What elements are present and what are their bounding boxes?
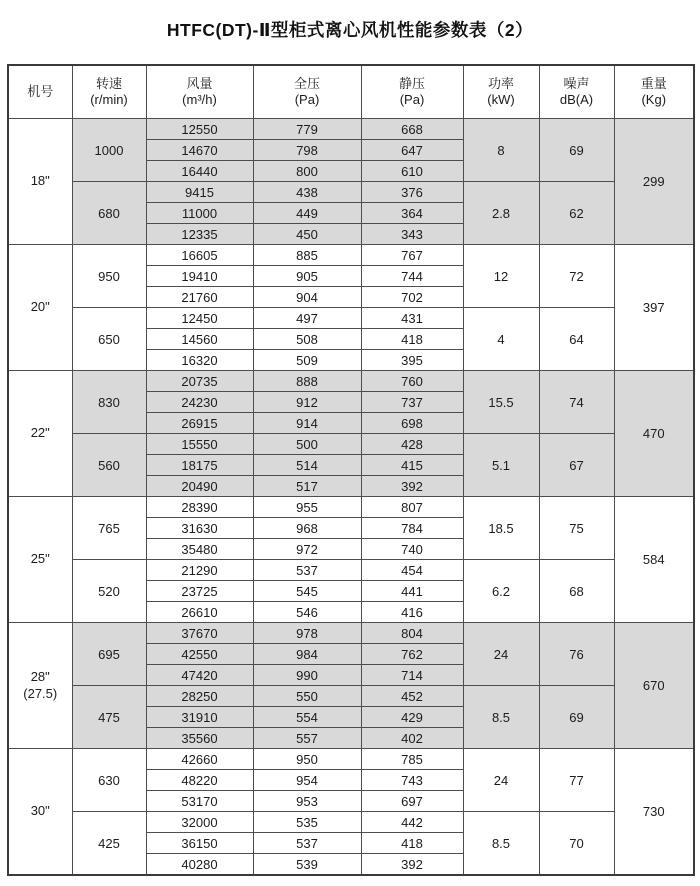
cell-total-pressure: 885: [253, 245, 361, 266]
cell-airflow: 15550: [146, 434, 253, 455]
header-power-label: 功率: [487, 75, 514, 91]
cell-airflow: 53170: [146, 791, 253, 812]
cell-noise: 69: [539, 119, 614, 182]
cell-total-pressure: 450: [253, 224, 361, 245]
table-row: [8, 119, 694, 140]
cell-power: 8: [463, 119, 539, 182]
cell-weight: 299: [614, 119, 694, 245]
cell-airflow: 20735: [146, 371, 253, 392]
cell-static-pressure: 760: [361, 371, 463, 392]
cell-airflow: 31910: [146, 707, 253, 728]
cell-static-pressure: 454: [361, 560, 463, 581]
cell-airflow: 21760: [146, 287, 253, 308]
cell-noise: 70: [539, 812, 614, 876]
cell-noise: 76: [539, 623, 614, 686]
cell-total-pressure: 545: [253, 581, 361, 602]
header-static-pressure-unit: (Pa): [399, 92, 425, 107]
cell-total-pressure: 798: [253, 140, 361, 161]
cell-power: 24: [463, 749, 539, 812]
cell-static-pressure: 395: [361, 350, 463, 371]
cell-static-pressure: 392: [361, 476, 463, 497]
cell-noise: 68: [539, 560, 614, 623]
cell-airflow: 32000: [146, 812, 253, 833]
header-airflow-unit: (m³/h): [182, 92, 217, 107]
cell-weight: 730: [614, 749, 694, 876]
cell-static-pressure: 743: [361, 770, 463, 791]
cell-airflow: 9415: [146, 182, 253, 203]
cell-airflow: 16605: [146, 245, 253, 266]
cell-total-pressure: 905: [253, 266, 361, 287]
cell-airflow: 16440: [146, 161, 253, 182]
cell-airflow: 12335: [146, 224, 253, 245]
header-speed-unit: (r/min): [90, 92, 128, 107]
cell-total-pressure: 955: [253, 497, 361, 518]
cell-total-pressure: 950: [253, 749, 361, 770]
cell-airflow: 21290: [146, 560, 253, 581]
cell-total-pressure: 904: [253, 287, 361, 308]
cell-total-pressure: 984: [253, 644, 361, 665]
cell-static-pressure: 429: [361, 707, 463, 728]
cell-static-pressure: 744: [361, 266, 463, 287]
cell-model: [8, 245, 72, 371]
header-total-pressure-unit: (Pa): [294, 92, 320, 107]
cell-total-pressure: 508: [253, 329, 361, 350]
cell-static-pressure: 697: [361, 791, 463, 812]
cell-static-pressure: 418: [361, 329, 463, 350]
cell-total-pressure: 978: [253, 623, 361, 644]
model-label: 28": [30, 668, 50, 684]
cell-static-pressure: 740: [361, 539, 463, 560]
cell-weight: 670: [614, 623, 694, 749]
header-airflow: [146, 65, 253, 119]
model-label: 22": [30, 425, 50, 441]
cell-total-pressure: 888: [253, 371, 361, 392]
cell-static-pressure: 415: [361, 455, 463, 476]
cell-static-pressure: 376: [361, 182, 463, 203]
cell-static-pressure: 418: [361, 833, 463, 854]
cell-airflow: 35560: [146, 728, 253, 749]
cell-static-pressure: 441: [361, 581, 463, 602]
cell-total-pressure: 953: [253, 791, 361, 812]
cell-static-pressure: 452: [361, 686, 463, 707]
cell-total-pressure: 990: [253, 665, 361, 686]
cell-speed: 520: [72, 560, 146, 623]
cell-weight: 584: [614, 497, 694, 623]
table-row: [8, 182, 694, 203]
cell-speed: 680: [72, 182, 146, 245]
header-total-pressure: [253, 65, 361, 119]
cell-airflow: 37670: [146, 623, 253, 644]
cell-total-pressure: 968: [253, 518, 361, 539]
cell-total-pressure: 509: [253, 350, 361, 371]
cell-airflow: 14560: [146, 329, 253, 350]
cell-model: [8, 749, 72, 876]
cell-speed: 1000: [72, 119, 146, 182]
header-weight: [614, 65, 694, 119]
cell-total-pressure: 550: [253, 686, 361, 707]
cell-speed: 950: [72, 245, 146, 308]
header-static-pressure-label: 静压: [398, 75, 425, 91]
table-row: [8, 497, 694, 518]
cell-noise: 64: [539, 308, 614, 371]
cell-airflow: 11000: [146, 203, 253, 224]
cell-model: [8, 371, 72, 497]
cell-noise: 77: [539, 749, 614, 812]
table-row: [8, 623, 694, 644]
header-speed-label: 转速: [95, 75, 122, 91]
header-airflow-label: 风量: [186, 75, 213, 91]
cell-noise: 67: [539, 434, 614, 497]
cell-total-pressure: 537: [253, 560, 361, 581]
cell-power: 8.5: [463, 812, 539, 876]
cell-static-pressure: 807: [361, 497, 463, 518]
cell-airflow: 16320: [146, 350, 253, 371]
cell-speed: 475: [72, 686, 146, 749]
cell-static-pressure: 804: [361, 623, 463, 644]
cell-power: 15.5: [463, 371, 539, 434]
cell-static-pressure: 737: [361, 392, 463, 413]
header-weight-label: 重量: [640, 75, 667, 91]
cell-airflow: 20490: [146, 476, 253, 497]
header-model: [8, 65, 72, 119]
table-row: [8, 371, 694, 392]
cell-static-pressure: 431: [361, 308, 463, 329]
cell-airflow: 47420: [146, 665, 253, 686]
cell-airflow: 42660: [146, 749, 253, 770]
cell-noise: 69: [539, 686, 614, 749]
table-row: [8, 812, 694, 833]
table-row: [8, 245, 694, 266]
cell-total-pressure: 800: [253, 161, 361, 182]
cell-total-pressure: 779: [253, 119, 361, 140]
cell-static-pressure: 762: [361, 644, 463, 665]
header-power: [463, 65, 539, 119]
cell-noise: 72: [539, 245, 614, 308]
cell-airflow: 42550: [146, 644, 253, 665]
cell-total-pressure: 438: [253, 182, 361, 203]
cell-static-pressure: 428: [361, 434, 463, 455]
cell-airflow: 12450: [146, 308, 253, 329]
cell-airflow: 26915: [146, 413, 253, 434]
cell-model: [8, 497, 72, 623]
cell-total-pressure: 912: [253, 392, 361, 413]
cell-model: [8, 623, 72, 749]
table-row: [8, 434, 694, 455]
cell-total-pressure: 514: [253, 455, 361, 476]
cell-total-pressure: 972: [253, 539, 361, 560]
cell-speed: 560: [72, 434, 146, 497]
cell-power: 12: [463, 245, 539, 308]
cell-speed: 830: [72, 371, 146, 434]
cell-total-pressure: 539: [253, 854, 361, 876]
header-model-label: 机号: [27, 83, 54, 99]
cell-airflow: 12550: [146, 119, 253, 140]
cell-static-pressure: 343: [361, 224, 463, 245]
cell-airflow: 40280: [146, 854, 253, 876]
table-row: [8, 308, 694, 329]
cell-total-pressure: 537: [253, 833, 361, 854]
model-label: 30": [30, 803, 50, 819]
cell-airflow: 35480: [146, 539, 253, 560]
cell-static-pressure: 785: [361, 749, 463, 770]
cell-airflow: 48220: [146, 770, 253, 791]
page-title: HTFC(DT)-Ⅱ型柜式离心风机性能参数表（2）: [166, 20, 534, 40]
cell-model: [8, 119, 72, 245]
cell-noise: 75: [539, 497, 614, 560]
cell-power: 8.5: [463, 686, 539, 749]
cell-static-pressure: 442: [361, 812, 463, 833]
cell-static-pressure: 784: [361, 518, 463, 539]
cell-power: 24: [463, 623, 539, 686]
cell-airflow: 14670: [146, 140, 253, 161]
cell-total-pressure: 517: [253, 476, 361, 497]
cell-speed: 630: [72, 749, 146, 812]
header-noise-label: 噪声: [563, 75, 590, 91]
cell-speed: 765: [72, 497, 146, 560]
cell-airflow: 28390: [146, 497, 253, 518]
header-speed: [72, 65, 146, 119]
model-label-line2: (27.5): [23, 685, 58, 701]
header-total-pressure-label: 全压: [293, 75, 320, 91]
model-label: 25": [30, 551, 50, 567]
cell-total-pressure: 954: [253, 770, 361, 791]
cell-total-pressure: 546: [253, 602, 361, 623]
cell-power: 4: [463, 308, 539, 371]
cell-weight: 470: [614, 371, 694, 497]
cell-total-pressure: 535: [253, 812, 361, 833]
cell-weight: 397: [614, 245, 694, 371]
cell-static-pressure: 647: [361, 140, 463, 161]
cell-noise: 74: [539, 371, 614, 434]
cell-airflow: 31630: [146, 518, 253, 539]
cell-power: 18.5: [463, 497, 539, 560]
cell-airflow: 19410: [146, 266, 253, 287]
header-static-pressure: [361, 65, 463, 119]
table-row: [8, 749, 694, 770]
cell-total-pressure: 914: [253, 413, 361, 434]
cell-speed: 650: [72, 308, 146, 371]
cell-static-pressure: 610: [361, 161, 463, 182]
cell-static-pressure: 714: [361, 665, 463, 686]
cell-total-pressure: 554: [253, 707, 361, 728]
cell-static-pressure: 364: [361, 203, 463, 224]
cell-airflow: 23725: [146, 581, 253, 602]
cell-power: 2.8: [463, 182, 539, 245]
table-row: [8, 560, 694, 581]
table-body: [8, 119, 694, 876]
table-header: [8, 65, 694, 119]
cell-airflow: 24230: [146, 392, 253, 413]
header-power-unit: (kW): [487, 92, 515, 107]
header-noise: [539, 65, 614, 119]
header-weight-unit: (Kg): [641, 92, 667, 107]
cell-airflow: 26610: [146, 602, 253, 623]
cell-static-pressure: 402: [361, 728, 463, 749]
model-label: 20": [30, 299, 50, 315]
header-noise-unit: dB(A): [559, 92, 594, 107]
cell-airflow: 18175: [146, 455, 253, 476]
cell-total-pressure: 449: [253, 203, 361, 224]
cell-static-pressure: 416: [361, 602, 463, 623]
cell-static-pressure: 668: [361, 119, 463, 140]
table-row: [8, 686, 694, 707]
model-label: 18": [30, 173, 50, 189]
cell-airflow: 36150: [146, 833, 253, 854]
cell-total-pressure: 497: [253, 308, 361, 329]
cell-static-pressure: 392: [361, 854, 463, 876]
fan-performance-table: [7, 64, 695, 876]
cell-speed: 425: [72, 812, 146, 876]
cell-power: 5.1: [463, 434, 539, 497]
cell-static-pressure: 698: [361, 413, 463, 434]
cell-total-pressure: 557: [253, 728, 361, 749]
cell-power: 6.2: [463, 560, 539, 623]
cell-speed: 695: [72, 623, 146, 686]
cell-noise: 62: [539, 182, 614, 245]
cell-total-pressure: 500: [253, 434, 361, 455]
cell-static-pressure: 767: [361, 245, 463, 266]
cell-static-pressure: 702: [361, 287, 463, 308]
cell-airflow: 28250: [146, 686, 253, 707]
